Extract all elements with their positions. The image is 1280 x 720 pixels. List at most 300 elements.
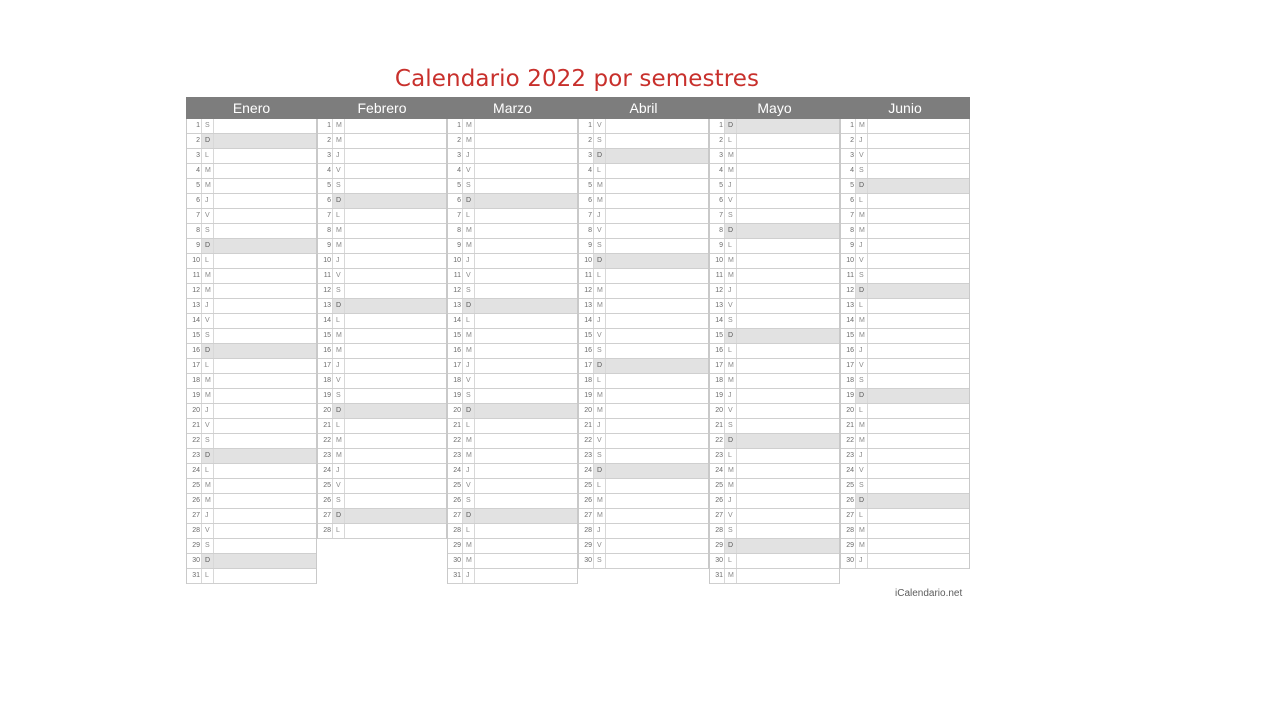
day-note-cell (606, 269, 708, 283)
day-note-cell (737, 389, 839, 403)
day-note-cell (868, 494, 969, 508)
day-number: 1 (187, 119, 202, 133)
day-number: 1 (318, 119, 333, 133)
day-note-cell (737, 374, 839, 388)
weekday-letter: S (202, 329, 214, 343)
day-row (318, 449, 446, 464)
day-row (579, 374, 708, 389)
day-note-cell (214, 299, 316, 313)
weekday-letter: S (333, 389, 345, 403)
weekday-letter: M (202, 179, 214, 193)
month-days (840, 119, 970, 569)
weekday-letter: S (856, 479, 868, 493)
day-note-cell (214, 434, 316, 448)
day-row (318, 509, 446, 524)
day-note-cell (214, 569, 316, 583)
day-note-cell (868, 329, 969, 343)
day-row (579, 194, 708, 209)
day-number: 27 (187, 509, 202, 523)
weekday-letter: L (333, 524, 345, 538)
weekday-letter: M (725, 374, 737, 388)
month-column-marzo (447, 97, 578, 584)
day-row (841, 404, 969, 419)
day-note-cell (868, 464, 969, 478)
day-number: 2 (318, 134, 333, 148)
day-row (448, 119, 577, 134)
day-row (710, 329, 839, 344)
day-note-cell (475, 569, 577, 583)
weekday-letter: S (594, 554, 606, 568)
day-number: 24 (187, 464, 202, 478)
day-note-cell (345, 374, 446, 388)
day-row (318, 284, 446, 299)
day-note-cell (606, 149, 708, 163)
day-row (318, 254, 446, 269)
weekday-letter: S (856, 269, 868, 283)
day-number: 28 (841, 524, 856, 538)
day-row (710, 254, 839, 269)
day-number: 20 (448, 404, 463, 418)
month-column-mayo (709, 97, 840, 584)
weekday-letter: V (594, 329, 606, 343)
day-number: 9 (841, 239, 856, 253)
weekday-letter: D (463, 194, 475, 208)
day-note-cell (737, 569, 839, 583)
day-note-cell (868, 359, 969, 373)
day-note-cell (475, 494, 577, 508)
weekday-letter: J (333, 254, 345, 268)
day-row (448, 569, 577, 584)
day-number: 29 (448, 539, 463, 553)
day-note-cell (606, 164, 708, 178)
day-note-cell (737, 554, 839, 568)
weekday-letter: L (202, 569, 214, 583)
weekday-letter: D (856, 494, 868, 508)
day-row (448, 149, 577, 164)
day-row (318, 179, 446, 194)
day-note-cell (606, 314, 708, 328)
weekday-letter: L (725, 344, 737, 358)
weekday-letter: L (856, 509, 868, 523)
weekday-letter: J (333, 149, 345, 163)
day-number: 16 (579, 344, 594, 358)
day-number: 1 (841, 119, 856, 133)
day-number: 23 (318, 449, 333, 463)
day-row (841, 254, 969, 269)
day-row (187, 569, 316, 584)
day-row (841, 194, 969, 209)
day-note-cell (737, 149, 839, 163)
day-number: 24 (579, 464, 594, 478)
day-number: 18 (448, 374, 463, 388)
day-note-cell (475, 509, 577, 523)
day-row (318, 314, 446, 329)
day-row (710, 509, 839, 524)
weekday-letter: V (594, 119, 606, 133)
day-row (710, 224, 839, 239)
day-row (448, 179, 577, 194)
weekday-letter: M (333, 344, 345, 358)
weekday-letter: M (202, 164, 214, 178)
day-note-cell (475, 269, 577, 283)
day-number: 26 (710, 494, 725, 508)
day-row (187, 539, 316, 554)
day-note-cell (214, 119, 316, 133)
day-row (841, 284, 969, 299)
weekday-letter: V (725, 299, 737, 313)
day-note-cell (475, 179, 577, 193)
weekday-letter: J (594, 419, 606, 433)
day-note-cell (868, 404, 969, 418)
day-number: 27 (579, 509, 594, 523)
day-number: 21 (841, 419, 856, 433)
day-row (579, 149, 708, 164)
day-number: 18 (187, 374, 202, 388)
day-number: 26 (187, 494, 202, 508)
day-row (579, 539, 708, 554)
day-row (710, 164, 839, 179)
day-note-cell (606, 134, 708, 148)
day-number: 23 (448, 449, 463, 463)
weekday-letter: D (725, 539, 737, 553)
weekday-letter: D (202, 134, 214, 148)
day-row (579, 224, 708, 239)
day-note-cell (345, 359, 446, 373)
day-note-cell (345, 449, 446, 463)
day-note-cell (868, 479, 969, 493)
day-number: 9 (187, 239, 202, 253)
day-note-cell (475, 254, 577, 268)
day-row (579, 464, 708, 479)
day-note-cell (345, 389, 446, 403)
day-note-cell (868, 119, 969, 133)
weekday-letter: J (333, 464, 345, 478)
day-number: 25 (841, 479, 856, 493)
day-row (187, 419, 316, 434)
weekday-letter: M (202, 269, 214, 283)
day-note-cell (606, 179, 708, 193)
day-row (841, 299, 969, 314)
day-note-cell (606, 479, 708, 493)
day-row (187, 479, 316, 494)
day-row (187, 374, 316, 389)
day-number: 7 (318, 209, 333, 223)
day-number: 20 (710, 404, 725, 418)
weekday-letter: V (463, 269, 475, 283)
day-number: 6 (448, 194, 463, 208)
day-note-cell (214, 179, 316, 193)
day-row (448, 404, 577, 419)
day-number: 21 (710, 419, 725, 433)
weekday-letter: S (463, 179, 475, 193)
day-number: 24 (318, 464, 333, 478)
day-note-cell (606, 539, 708, 553)
weekday-letter: M (463, 224, 475, 238)
day-row (448, 389, 577, 404)
weekday-letter: M (725, 569, 737, 583)
weekday-letter: S (202, 434, 214, 448)
day-row (710, 359, 839, 374)
weekday-letter: J (463, 254, 475, 268)
day-number: 15 (187, 329, 202, 343)
weekday-letter: M (594, 404, 606, 418)
day-number: 12 (318, 284, 333, 298)
weekday-letter: V (333, 269, 345, 283)
day-number: 4 (710, 164, 725, 178)
day-number: 3 (841, 149, 856, 163)
day-row (841, 179, 969, 194)
day-note-cell (475, 164, 577, 178)
day-row (318, 404, 446, 419)
day-note-cell (214, 209, 316, 223)
day-row (318, 344, 446, 359)
day-note-cell (475, 389, 577, 403)
day-note-cell (345, 419, 446, 433)
weekday-letter: M (725, 269, 737, 283)
month-header: Enero (186, 97, 317, 119)
day-note-cell (214, 344, 316, 358)
weekday-letter: L (333, 209, 345, 223)
day-number: 2 (579, 134, 594, 148)
weekday-letter: M (333, 119, 345, 133)
weekday-letter: M (856, 224, 868, 238)
day-number: 29 (841, 539, 856, 553)
day-note-cell (737, 134, 839, 148)
day-row (579, 134, 708, 149)
weekday-letter: L (725, 449, 737, 463)
day-row (579, 554, 708, 569)
day-number: 20 (318, 404, 333, 418)
day-row (710, 389, 839, 404)
day-note-cell (475, 299, 577, 313)
day-note-cell (345, 344, 446, 358)
day-row (448, 254, 577, 269)
day-row (841, 119, 969, 134)
weekday-letter: S (202, 119, 214, 133)
day-row (187, 434, 316, 449)
weekday-letter: M (856, 419, 868, 433)
day-note-cell (214, 269, 316, 283)
weekday-letter: M (594, 194, 606, 208)
day-number: 28 (318, 524, 333, 538)
day-number: 6 (318, 194, 333, 208)
day-number: 13 (448, 299, 463, 313)
weekday-letter: L (594, 269, 606, 283)
day-note-cell (606, 344, 708, 358)
day-note-cell (868, 449, 969, 463)
day-note-cell (214, 449, 316, 463)
day-note-cell (475, 524, 577, 538)
day-note-cell (868, 524, 969, 538)
day-number: 9 (579, 239, 594, 253)
weekday-letter: M (333, 434, 345, 448)
day-row (448, 344, 577, 359)
weekday-letter: M (594, 284, 606, 298)
weekday-letter: D (856, 389, 868, 403)
day-number: 21 (579, 419, 594, 433)
day-row (579, 119, 708, 134)
day-number: 22 (448, 434, 463, 448)
day-row (841, 449, 969, 464)
day-number: 14 (187, 314, 202, 328)
weekday-letter: D (333, 509, 345, 523)
day-row (710, 494, 839, 509)
day-note-cell (475, 374, 577, 388)
day-number: 15 (841, 329, 856, 343)
weekday-letter: S (856, 374, 868, 388)
day-row (579, 494, 708, 509)
day-note-cell (345, 224, 446, 238)
day-note-cell (214, 404, 316, 418)
day-note-cell (345, 164, 446, 178)
day-number: 11 (710, 269, 725, 283)
weekday-letter: L (333, 419, 345, 433)
day-row (318, 119, 446, 134)
day-number: 10 (710, 254, 725, 268)
day-row (448, 539, 577, 554)
day-number: 6 (710, 194, 725, 208)
day-row (710, 269, 839, 284)
weekday-letter: S (594, 239, 606, 253)
day-row (448, 464, 577, 479)
day-note-cell (475, 434, 577, 448)
day-note-cell (868, 134, 969, 148)
day-row (579, 419, 708, 434)
month-column-febrero (317, 97, 447, 539)
day-note-cell (214, 194, 316, 208)
day-number: 30 (579, 554, 594, 568)
weekday-letter: M (594, 494, 606, 508)
day-number: 7 (448, 209, 463, 223)
day-row (841, 149, 969, 164)
day-note-cell (868, 299, 969, 313)
page-title: Calendario 2022 por semestres (394, 66, 760, 92)
day-number: 16 (448, 344, 463, 358)
day-number: 26 (448, 494, 463, 508)
day-note-cell (868, 554, 969, 568)
day-note-cell (475, 314, 577, 328)
day-note-cell (868, 254, 969, 268)
day-number: 31 (448, 569, 463, 583)
weekday-letter: M (333, 134, 345, 148)
day-note-cell (345, 314, 446, 328)
day-row (187, 284, 316, 299)
day-row (579, 449, 708, 464)
weekday-letter: D (333, 194, 345, 208)
weekday-letter: L (333, 314, 345, 328)
day-note-cell (606, 209, 708, 223)
weekday-letter: D (202, 554, 214, 568)
day-number: 31 (187, 569, 202, 583)
day-number: 4 (448, 164, 463, 178)
day-number: 20 (187, 404, 202, 418)
day-number: 30 (448, 554, 463, 568)
day-number: 18 (318, 374, 333, 388)
day-row (710, 419, 839, 434)
day-note-cell (475, 464, 577, 478)
day-note-cell (345, 299, 446, 313)
day-note-cell (475, 539, 577, 553)
day-number: 29 (710, 539, 725, 553)
day-row (841, 524, 969, 539)
day-number: 1 (710, 119, 725, 133)
day-note-cell (475, 149, 577, 163)
day-note-cell (606, 239, 708, 253)
day-number: 19 (710, 389, 725, 403)
day-row (318, 209, 446, 224)
day-row (448, 269, 577, 284)
weekday-letter: M (594, 299, 606, 313)
weekday-letter: S (725, 419, 737, 433)
weekday-letter: V (202, 419, 214, 433)
weekday-letter: J (333, 359, 345, 373)
day-row (579, 404, 708, 419)
weekday-letter: V (202, 209, 214, 223)
day-note-cell (475, 404, 577, 418)
day-number: 20 (841, 404, 856, 418)
day-number: 2 (841, 134, 856, 148)
day-row (187, 524, 316, 539)
weekday-letter: J (463, 464, 475, 478)
day-note-cell (475, 284, 577, 298)
day-row (318, 479, 446, 494)
day-number: 23 (579, 449, 594, 463)
day-note-cell (606, 224, 708, 238)
day-number: 29 (579, 539, 594, 553)
day-number: 12 (579, 284, 594, 298)
day-row (187, 389, 316, 404)
weekday-letter: J (463, 359, 475, 373)
day-number: 12 (710, 284, 725, 298)
weekday-letter: L (725, 554, 737, 568)
day-note-cell (737, 329, 839, 343)
weekday-letter: J (463, 569, 475, 583)
day-note-cell (214, 494, 316, 508)
day-number: 7 (841, 209, 856, 223)
weekday-letter: M (333, 239, 345, 253)
day-number: 19 (448, 389, 463, 403)
day-number: 10 (841, 254, 856, 268)
day-note-cell (868, 149, 969, 163)
day-number: 20 (579, 404, 594, 418)
month-header: Junio (840, 97, 970, 119)
day-note-cell (345, 479, 446, 493)
day-note-cell (475, 224, 577, 238)
weekday-letter: V (856, 254, 868, 268)
weekday-letter: M (463, 239, 475, 253)
day-note-cell (737, 464, 839, 478)
day-row (710, 284, 839, 299)
day-number: 22 (187, 434, 202, 448)
day-note-cell (737, 404, 839, 418)
day-number: 17 (841, 359, 856, 373)
weekday-letter: J (594, 524, 606, 538)
day-number: 23 (841, 449, 856, 463)
day-row (579, 239, 708, 254)
day-number: 16 (318, 344, 333, 358)
weekday-letter: S (202, 539, 214, 553)
day-row (841, 224, 969, 239)
day-number: 15 (318, 329, 333, 343)
day-row (579, 509, 708, 524)
weekday-letter: M (463, 344, 475, 358)
day-note-cell (606, 284, 708, 298)
day-note-cell (868, 419, 969, 433)
day-row (710, 314, 839, 329)
day-number: 5 (579, 179, 594, 193)
weekday-letter: V (202, 314, 214, 328)
day-row (841, 134, 969, 149)
